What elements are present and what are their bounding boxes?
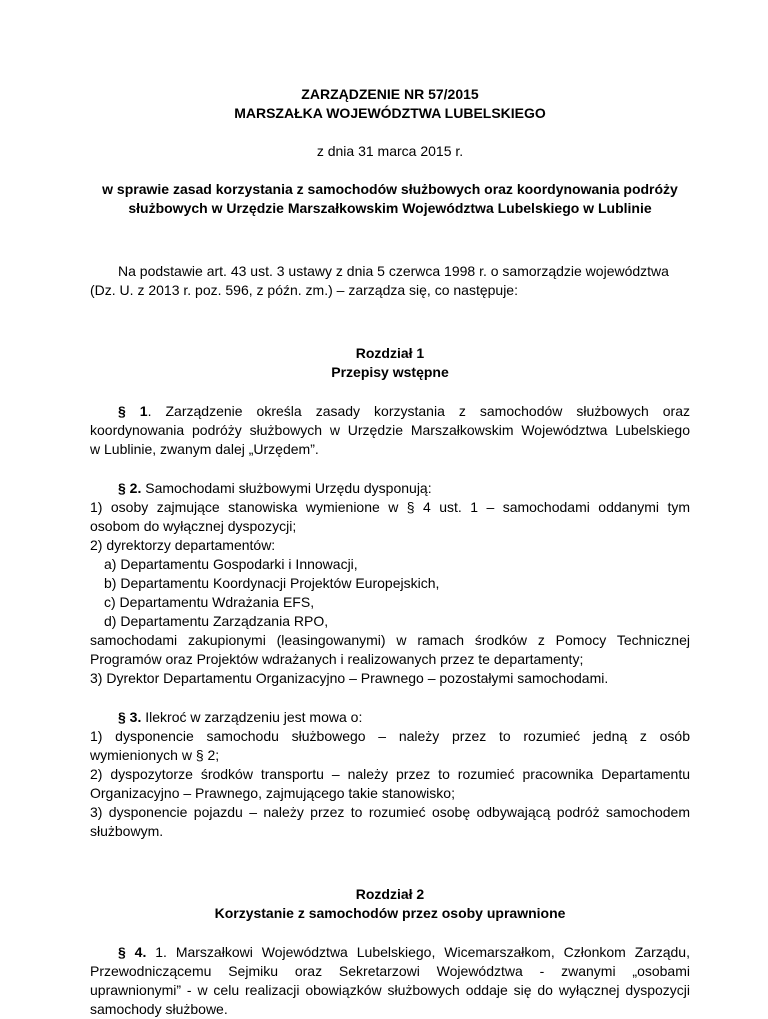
document-subject <box>90 180 690 218</box>
par1-text-1: . Zarządzenie określa zasady korzystania z samochodów służbowych oraz <box>147 403 690 419</box>
basis-line-1: Na podstawie art. 43 ust. 3 ustawy z dnia 5 czerwca 1998 r. o samorządzie województwa <box>118 263 669 279</box>
chapter-1-number: Rozdział 1 <box>355 345 425 361</box>
par4-line-2: Przewodniczącemu Sejmiku oraz Sekretarzowi Województwa - zwanymi „osobami <box>90 963 690 979</box>
par3-item1-line1: 1) dysponencie samochodu służbowego – należy przez to rozumieć jedną z osób <box>90 728 690 744</box>
par1-line-1 <box>90 402 690 421</box>
chapter-2-heading <box>90 885 690 923</box>
par1-mark: § 1 <box>118 403 148 419</box>
par1-line-3: w Lublinie, zwanym dalej „Urzędem”. <box>90 441 319 457</box>
document-body <box>90 85 690 1019</box>
par4-line-4: samochody służbowe. <box>90 1001 228 1017</box>
title-line-2: MARSZAŁKA WOJEWÓDZTWA LUBELSKIEGO <box>234 105 546 121</box>
chapter-1-heading <box>90 344 690 382</box>
par3-item2-line1: 2) dyspozytorze środków transportu – należy przez to rozumieć pracownika Departamentu <box>90 766 690 782</box>
title-line-1: ZARZĄDZENIE NR 57/2015 <box>301 86 479 102</box>
par3-mark: § 3. <box>118 709 142 725</box>
chapter-2-number: Rozdział 2 <box>355 886 425 902</box>
par2-tail-line2: Programów oraz Projektów wdrażanych i realizowanych przez te departamenty; <box>90 651 584 667</box>
subject-line-2: służbowych w Urzędzie Marszałkowskim Województwa Lubelskiego w Lublinie <box>128 200 652 216</box>
legal-basis <box>90 262 690 300</box>
par3-item3-line1: 3) dysponencie pojazdu – należy przez to rozumieć osobę odbywającą podróż samochodem <box>90 804 690 820</box>
par3-item1-line2: wymienionych w § 2; <box>90 747 220 763</box>
par1-line-2: koordynowania podróży służbowych w Urzędzie Marszałkowskim Województwa Lubelskiego <box>90 422 690 438</box>
par2-tail-line1: samochodami zakupionymi (leasingowanymi) w ramach środków z Pomocy Technicznej <box>90 632 690 648</box>
par3-item2-line2: Organizacyjno – Prawnego, zajmującego takie stanowisko; <box>90 785 455 801</box>
par2-mark: § 2. <box>118 480 142 496</box>
paragraph-1 <box>90 402 690 459</box>
chapter-1-title: Przepisy wstępne <box>331 364 449 380</box>
par4-line-3: uprawnionymi” - w celu realizacji obowiązków służbowych oddaje się do wyłącznej dyspozycji <box>90 982 690 998</box>
paragraph-2 <box>90 479 690 688</box>
par4-line-1 <box>90 943 690 962</box>
par2-intro-text: Samochodami służbowymi Urzędu dysponują: <box>141 480 432 496</box>
subject-line-1: w sprawie zasad korzystania z samochodów służbowych oraz koordynowania podróży <box>102 181 678 197</box>
par2-item3: 3) Dyrektor Departamentu Organizacyjno – Prawnego – pozostałymi samochodami. <box>90 670 609 686</box>
basis-line-2: (Dz. U. z 2013 r. poz. 596, z późn. zm.) – zarządza się, co następuje: <box>90 282 518 298</box>
paragraph-4 <box>90 943 690 1019</box>
par3-item3-line2: służbowym. <box>90 823 164 839</box>
par2-sub-b: b) Departamentu Koordynacji Projektów Europejskich, <box>104 575 440 591</box>
par2-item2: 2) dyrektorzy departamentów: <box>90 537 276 553</box>
document-date: z dnia 31 marca 2015 r. <box>316 143 464 159</box>
par2-sub-a: a) Departamentu Gospodarki i Innowacji, <box>104 556 358 572</box>
par2-intro <box>90 479 690 498</box>
par3-intro <box>90 708 690 727</box>
par2-sub-d: d) Departamentu Zarządzania RPO, <box>104 613 329 629</box>
document-title <box>90 85 690 123</box>
par2-item1-line2: osobom do wyłącznej dyspozycji; <box>90 518 297 534</box>
par4-text-1: 1. Marszałkowi Województwa Lubelskiego, Wicemarszałkom, Członkom Zarządu, <box>146 944 690 960</box>
par3-intro-text: Ilekroć w zarządzeniu jest mowa o: <box>141 709 363 725</box>
par2-sub-c: c) Departamentu Wdrażania EFS, <box>104 594 315 610</box>
paragraph-3 <box>90 708 690 841</box>
chapter-2-title: Korzystanie z samochodów przez osoby uprawnione <box>214 905 566 921</box>
par2-item1-line1: 1) osoby zajmujące stanowiska wymienione w § 4 ust. 1 – samochodami oddanymi tym <box>90 499 690 515</box>
par4-mark: § 4. <box>118 944 147 960</box>
